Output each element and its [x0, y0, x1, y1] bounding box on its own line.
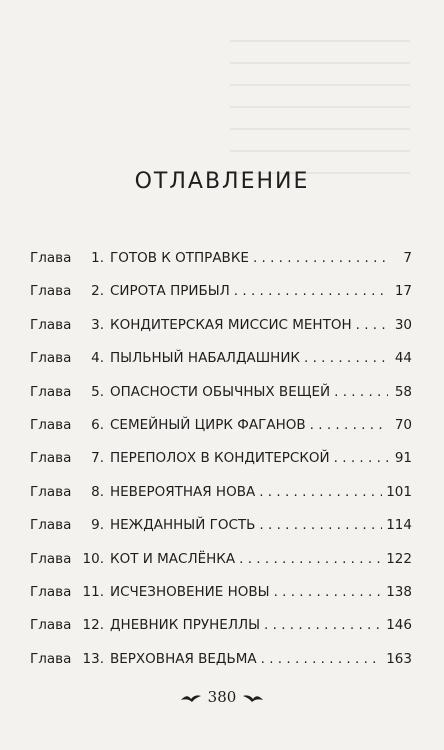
toc-row [30, 584, 412, 608]
dot-leader [259, 484, 382, 500]
toc-row [30, 384, 412, 408]
page-footer [0, 688, 444, 706]
chapter-page-number: 70 [394, 417, 412, 433]
chapter-label [30, 417, 306, 433]
toc-row [30, 517, 412, 541]
chapter-label [30, 651, 257, 667]
toc-row [30, 651, 412, 675]
dot-leader [274, 584, 383, 600]
chapter-word: Глава [30, 283, 72, 300]
chapter-label [30, 551, 235, 567]
dot-leader [239, 551, 382, 567]
toc-row [30, 250, 412, 274]
chapter-number: 5. [91, 383, 104, 400]
dot-leader [253, 250, 388, 266]
chapter-page-number: 146 [386, 617, 412, 634]
chapter-page-number: 101 [386, 483, 412, 500]
chapter-word: Глава [30, 617, 72, 634]
toc-row [30, 317, 412, 341]
chapter-title: КОНДИТЕРСКАЯ МИССИС МЕНТОН [110, 316, 352, 333]
chapter-number: 10. [82, 550, 104, 567]
chapter-number: 1. [91, 250, 104, 266]
chapter-title: НЕЖДАННЫЙ ГОСТЬ [110, 517, 256, 534]
chapter-number: 3. [91, 316, 104, 333]
chapter-number: 6. [91, 417, 104, 433]
chapter-page-number: 44 [394, 350, 412, 367]
chapter-page-number: 30 [394, 316, 412, 333]
chapter-number: 4. [91, 350, 104, 367]
chapter-label [30, 450, 330, 466]
toc-row [30, 450, 412, 474]
chapter-page-number: 163 [386, 650, 412, 667]
chapter-label [30, 617, 260, 633]
chapter-word: Глава [30, 417, 72, 433]
toc-row [30, 617, 412, 641]
dot-leader [334, 450, 388, 466]
chapter-number: 7. [91, 450, 104, 467]
chapter-page-number: 114 [386, 517, 412, 534]
toc-row [30, 417, 412, 441]
chapter-page-number: 17 [394, 283, 412, 300]
chapter-title: СЕМЕЙНЫЙ ЦИРК ФАГАНОВ [110, 417, 306, 433]
chapter-title: НЕВЕРОЯТНАЯ НОВА [110, 483, 256, 500]
bird-left-icon [179, 691, 203, 705]
chapter-label [30, 584, 270, 600]
chapter-title: ИСЧЕЗНОВЕНИЕ НОВЫ [110, 584, 270, 600]
chapter-word: Глава [30, 517, 72, 534]
chapter-label [30, 384, 330, 400]
chapter-title: СИРОТА ПРИБЫЛ [110, 283, 230, 300]
chapter-page-number: 91 [394, 450, 412, 467]
chapter-page-number: 122 [386, 550, 412, 567]
dot-leader [356, 317, 388, 333]
chapter-word: Глава [30, 550, 72, 567]
page-title: ОТЛАВЛЕНИЕ [134, 169, 310, 194]
dot-leader [310, 417, 388, 433]
chapter-word: Глава [30, 350, 72, 367]
chapter-label [30, 250, 249, 266]
chapter-title: ОПАСНОСТИ ОБЫЧНЫХ ВЕЩЕЙ [110, 383, 331, 400]
chapter-word: Глава [30, 316, 72, 333]
chapter-title: ВЕРХОВНАЯ ВЕДЬМА [110, 650, 257, 667]
dot-leader [234, 283, 388, 299]
chapter-title: КОТ И МАСЛЁНКА [110, 550, 236, 567]
chapter-page-number: 138 [386, 584, 412, 600]
toc-row [30, 283, 412, 307]
chapter-word: Глава [30, 650, 72, 667]
page-number: 380 [207, 688, 237, 706]
toc-row [30, 350, 412, 374]
chapter-title: ДНЕВНИК ПРУНЕЛЛЫ [110, 617, 261, 634]
chapter-page-number: 58 [394, 383, 412, 400]
toc-row [30, 484, 412, 508]
chapter-label [30, 283, 230, 299]
toc-row [30, 551, 412, 575]
dot-leader [261, 651, 383, 667]
dot-leader [334, 384, 388, 400]
chapter-number: 12. [82, 617, 104, 634]
chapter-number: 13. [82, 650, 104, 667]
chapter-label [30, 484, 255, 500]
chapter-number: 2. [91, 283, 104, 300]
dot-leader [304, 350, 388, 366]
dot-leader [264, 617, 382, 633]
chapter-number: 11. [82, 584, 104, 600]
chapter-label [30, 517, 255, 533]
chapter-word: Глава [30, 450, 72, 467]
chapter-title: ПЕРЕПОЛОХ В КОНДИТЕРСКОЙ [110, 450, 330, 467]
chapter-page-number: 7 [403, 250, 412, 266]
chapter-word: Глава [30, 383, 72, 400]
chapter-label [30, 350, 300, 366]
bird-right-icon [241, 691, 265, 705]
chapter-number: 9. [91, 517, 104, 534]
chapter-title: ПЫЛЬНЫЙ НАБАЛДАШНИК [110, 350, 301, 367]
bleed-through-text [0, 40, 444, 240]
chapter-word: Глава [30, 250, 72, 266]
chapter-label [30, 317, 352, 333]
chapter-word: Глава [30, 483, 72, 500]
chapter-word: Глава [30, 584, 72, 600]
dot-leader [259, 517, 382, 533]
chapter-title: ГОТОВ К ОТПРАВКЕ [110, 250, 249, 266]
chapter-number: 8. [91, 483, 104, 500]
